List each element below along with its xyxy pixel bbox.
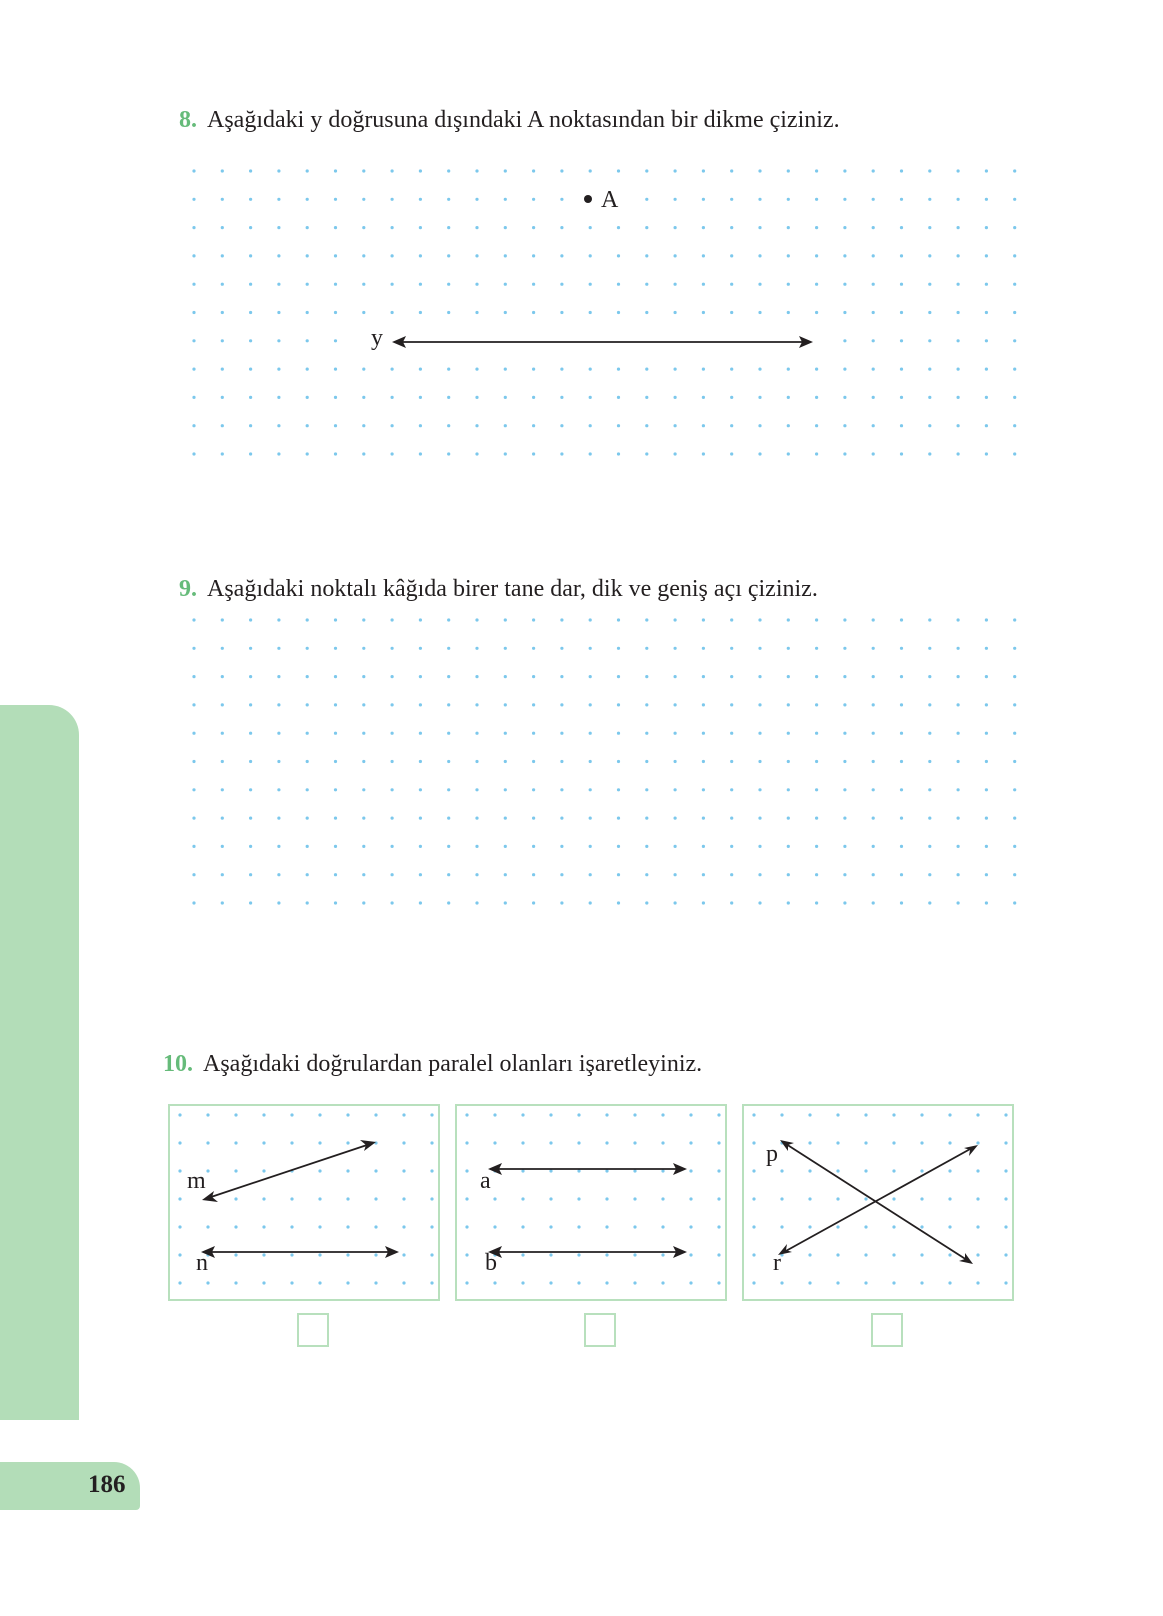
checkbox-mn[interactable] (297, 1313, 329, 1347)
checkbox-pr[interactable] (871, 1313, 903, 1347)
line-b (488, 1246, 687, 1258)
line-r (778, 1145, 978, 1255)
question-9-number: 9. (179, 576, 197, 602)
line-a (488, 1163, 687, 1175)
lines-box-pr-drawing (744, 1106, 1016, 1303)
line-m (202, 1140, 376, 1202)
page-number: 186 (88, 1471, 126, 1498)
question-8-text: Aşağıdaki y doğrusuna dışındaki A noktasından bir dikme çiziniz. (207, 107, 840, 133)
line-a-label: a (480, 1168, 491, 1194)
point-a-label: A (601, 187, 619, 213)
question-10-number: 10. (163, 1051, 193, 1077)
line-p (780, 1140, 973, 1264)
checkbox-ab[interactable] (584, 1313, 616, 1347)
question-9-text: Aşağıdaki noktalı kâğıda birer tane dar, dik ve geniş açı çiziniz. (207, 576, 818, 602)
line-n (201, 1246, 399, 1258)
question-8-number: 8. (179, 107, 197, 133)
lines-box-ab-drawing (457, 1106, 729, 1303)
line-b-label: b (485, 1250, 497, 1276)
lines-box-ab (455, 1104, 727, 1301)
question-10 (163, 1049, 702, 1079)
lines-box-mn-drawing (170, 1106, 442, 1303)
question-10-text: Aşağıdaki doğrulardan paralel olanları işaretleyiniz. (203, 1051, 703, 1077)
line-p-label: p (766, 1141, 778, 1167)
lines-box-pr (742, 1104, 1014, 1301)
line-m-label: m (187, 1168, 206, 1194)
line-r-label: r (773, 1250, 781, 1276)
line-y-label: y (371, 325, 383, 351)
line-n-label: n (196, 1250, 208, 1276)
lines-box-mn (168, 1104, 440, 1301)
